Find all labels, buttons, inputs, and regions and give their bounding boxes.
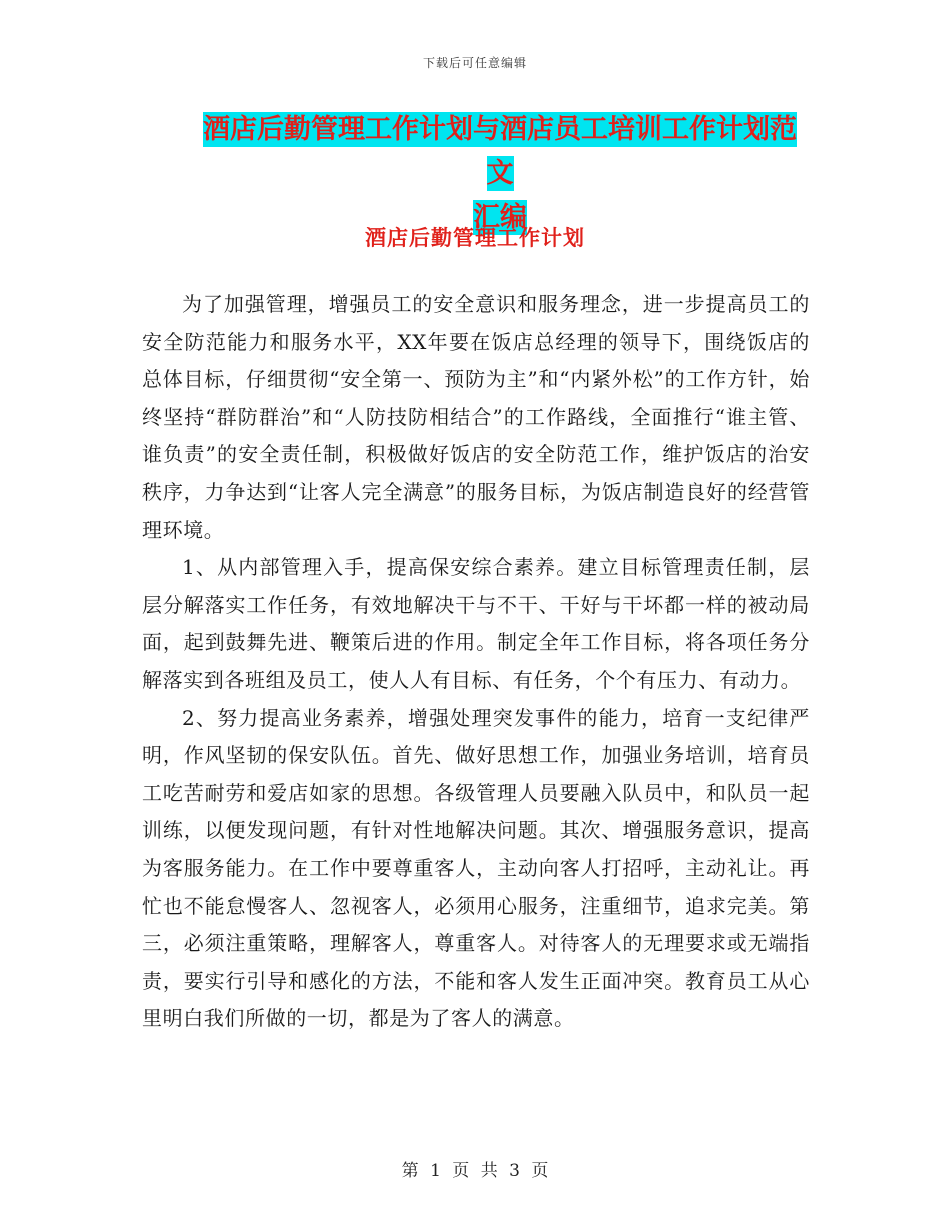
section-title: 酒店后勤管理工作计划 <box>365 225 585 250</box>
document-body <box>142 286 810 1038</box>
page-header-note: 下载后可任意编辑 <box>422 56 527 70</box>
paragraph-intro: 为了加强管理，增强员工的安全意识和服务理念，进一步提高员工的安全防范能力和服务水平，XX年要在饭店总经理的领导下，围绕饭店的总体目标，仔细贯彻“安全第一、预防为主”和“内紧外松”的工作方针，始终坚持“群防群治”和“人防技防相结合”的工作路线，全面推行“谁主管、谁负责”的安全责任制，积极做好饭店的安全防范工作，维护饭店的治安秩序，力争达到“让客人完全满意”的服务目标，为饭店制造良好的经营管理环境。 <box>142 292 810 542</box>
document-title-line-1 <box>190 108 810 196</box>
paragraph-item-2: 2、努力提高业务素养，增强处理突发事件的能力，培育一支纪律严明，作风坚韧的保安队伍。首先、做好思想工作，加强业务培训，培育员工吃苦耐劳和爱店如家的思想。各级管理人员要融入队员中，和队员一起训练，以便发现问题，有针对性地解决问题。其次、增强服务意识，提高为客服务能力。在工作中要尊重客人，主动向客人打招呼，主动礼让。再忙也不能怠慢客人、忽视客人，必须用心服务，注重细节，追求完美。第三，必须注重策略，理解客人，尊重客人。对待客人的无理要求或无端指责，要实行引导和感化的方法，不能和客人发生正面冲突。教育员工从心里明白我们所做的一切，都是为了客人的满意。 <box>142 705 810 1031</box>
page-number: 第 1 页 共 3 页 <box>401 1161 549 1181</box>
document-title-text-2: 汇编 <box>473 202 527 233</box>
paragraph-item-1: 1、从内部管理入手，提高保安综合素养。建立目标管理责任制，层层分解落实工作任务，有效地解决干与不干、干好与干坏都一样的被动局面，起到鼓舞先进、鞭策后进的作用。制定全年工作目标，将各项任务分解落实到各班组及员工，使人人有目标、有任务，个个有压力、有动力。 <box>142 555 810 692</box>
document-title <box>190 108 810 240</box>
document-title-text-1: 酒店后勤管理工作计划与酒店员工培训工作计划范文 <box>203 114 797 189</box>
